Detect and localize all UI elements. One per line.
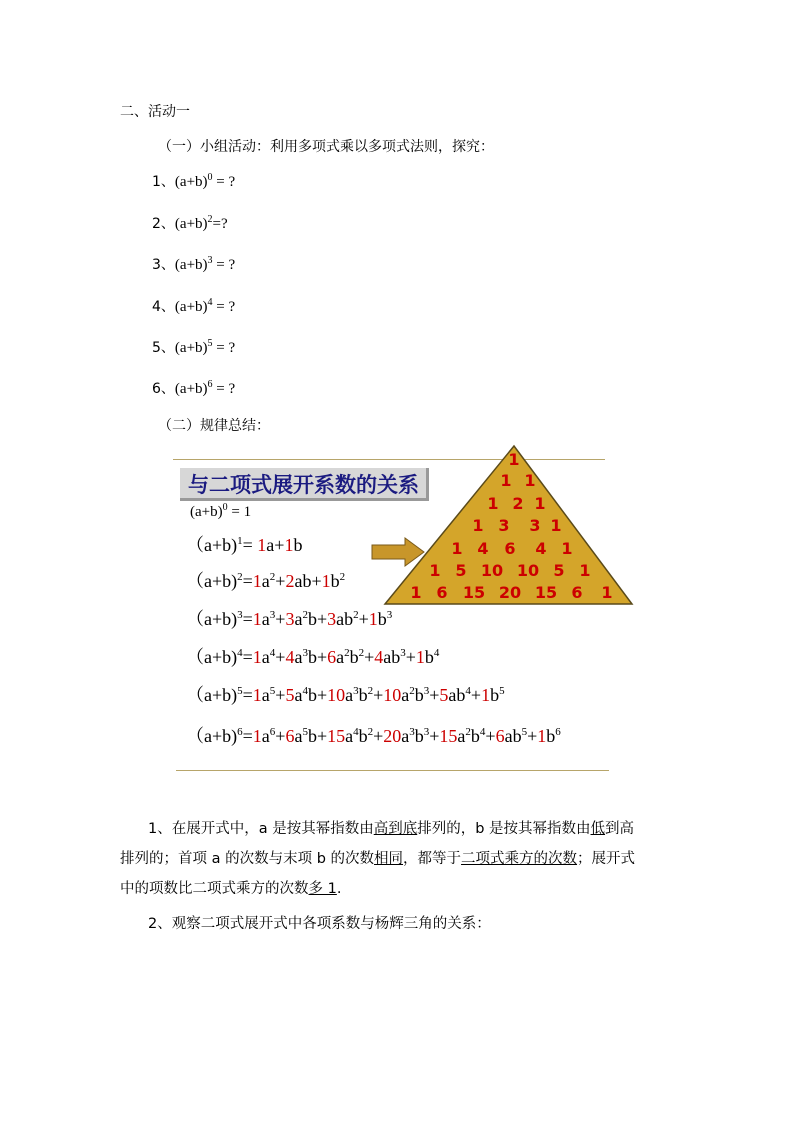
text: 排列的；首项 a 的次数与末项 b 的次数 [120, 851, 375, 867]
expansion-5: $(a+b)^5=1a^5+5a^4b+10a^3b^2+10a^2b^3+5ab^4+1b^5$ [186, 685, 505, 705]
underlined-answer: 相同 [374, 851, 404, 867]
pascal-number: 5 [553, 561, 565, 580]
pascal-number: 1 [508, 450, 520, 469]
text: 排列的，b 是按其幂指数由 [417, 821, 591, 837]
expansion-0 [190, 502, 251, 521]
text: . [336, 881, 342, 897]
question-expression: (a+b) [174, 257, 208, 273]
pascal-number: 1 [451, 539, 463, 558]
question-number: 3、 [152, 257, 175, 273]
question-tail: = ? [212, 299, 236, 315]
paragraph-1-line-1 [148, 816, 634, 843]
question-expression: (a+b) [174, 174, 208, 190]
pascal-number: 1 [561, 539, 573, 558]
pascal-number: 4 [535, 539, 547, 558]
figure-title-box [180, 468, 429, 501]
summary-heading: （二）规律总结： [158, 418, 270, 434]
pascal-number: 1 [429, 561, 441, 580]
question-number: 6、 [152, 381, 175, 397]
pascal-number: 15 [462, 583, 486, 602]
expansion-6: $(a+b)^6=1a^6+6a^5b+15a^4b^2+20a^3b^3+15a^2b^4+6ab^5+1b^6$ [186, 726, 561, 746]
question-tail: = ? [212, 381, 236, 397]
pascal-number: 1 [410, 583, 422, 602]
group-activity-heading: （一）小组活动：利用多项式乘以多项式法则，探究： [158, 139, 494, 155]
pascal-number: 1 [472, 516, 484, 535]
question-exponent: 6 [207, 379, 213, 390]
text: 1、在展开式中，a 是按其幂指数由 [148, 821, 374, 837]
question-exponent: 5 [207, 338, 213, 349]
pascal-number: 10 [480, 561, 504, 580]
question-number: 1、 [152, 174, 175, 190]
text: 中的项数比二项式乘方的次数 [120, 881, 309, 897]
question-expression: (a+b) [174, 340, 208, 356]
expansion-4: $(a+b)^4=1a^4+4a^3b+6a^2b^2+4ab^3+1b^4$ [186, 647, 440, 667]
pascal-number: 3 [529, 516, 541, 535]
text: ，都等于 [403, 851, 462, 867]
expansion-2: $(a+b)^2=1a^2+2ab+1b^2$ [186, 571, 346, 591]
pascal-number: 4 [477, 539, 489, 558]
pascal-number: 5 [455, 561, 467, 580]
question-expression: (a+b) [174, 299, 208, 315]
pascal-number: 1 [500, 471, 512, 490]
question-number: 5、 [152, 340, 175, 356]
pascal-number: 1 [534, 494, 546, 513]
question-exponent: 0 [207, 172, 213, 183]
question-tail: = ? [212, 174, 236, 190]
pascal-number: 2 [512, 494, 524, 513]
question-number: 2、 [152, 216, 175, 232]
expansion-exponent: 0 [222, 502, 228, 513]
underlined-answer: 高到底 [373, 821, 418, 837]
expansion-rhs: = 1 [227, 504, 252, 520]
question-tail: = ? [212, 257, 236, 273]
pascal-number: 1 [524, 471, 536, 490]
question-tail: =? [212, 216, 228, 232]
question-tail: = ? [212, 340, 236, 356]
text: 到高 [605, 821, 635, 837]
question-exponent: 4 [207, 297, 213, 308]
underlined-answer: 低 [590, 821, 606, 837]
paragraph-2: 2、观察二项式展开式中各项系数与杨辉三角的关系： [148, 916, 491, 932]
pascal-number: 3 [498, 516, 510, 535]
text: ；展开式 [577, 851, 636, 867]
expansion-base: (a+b) [190, 504, 223, 520]
arrow-right-icon [372, 538, 424, 566]
section-title: 二、活动一 [120, 104, 190, 120]
pascal-number: 1 [579, 561, 591, 580]
pascal-number: 1 [550, 516, 562, 535]
pascal-number: 6 [571, 583, 583, 602]
underlined-answer: 多 1 [308, 881, 337, 897]
pascal-number: 20 [498, 583, 522, 602]
figure-title: 与二项式展开系数的关系 [188, 473, 419, 497]
question-exponent: 2 [207, 214, 213, 225]
paragraph-1-line-3 [120, 876, 341, 903]
pascal-number: 6 [504, 539, 516, 558]
pascal-number: 10 [516, 561, 540, 580]
question-exponent: 3 [207, 255, 213, 266]
underlined-answer: 二项式乘方的次数 [461, 851, 578, 867]
question-expression: (a+b) [174, 216, 208, 232]
paragraph-1-line-2 [120, 846, 635, 873]
expansion-3: $(a+b)^3=1a^3+3a^2b+3ab^2+1b^3$ [186, 609, 393, 629]
question-expression: (a+b) [174, 381, 208, 397]
pascal-number: 6 [436, 583, 448, 602]
question-number: 4、 [152, 299, 175, 315]
pascal-number: 1 [601, 583, 613, 602]
pascal-number: 1 [487, 494, 499, 513]
expansion-1: （a+b)$^1$= 1a+1b [186, 535, 303, 555]
pascal-number: 15 [534, 583, 558, 602]
